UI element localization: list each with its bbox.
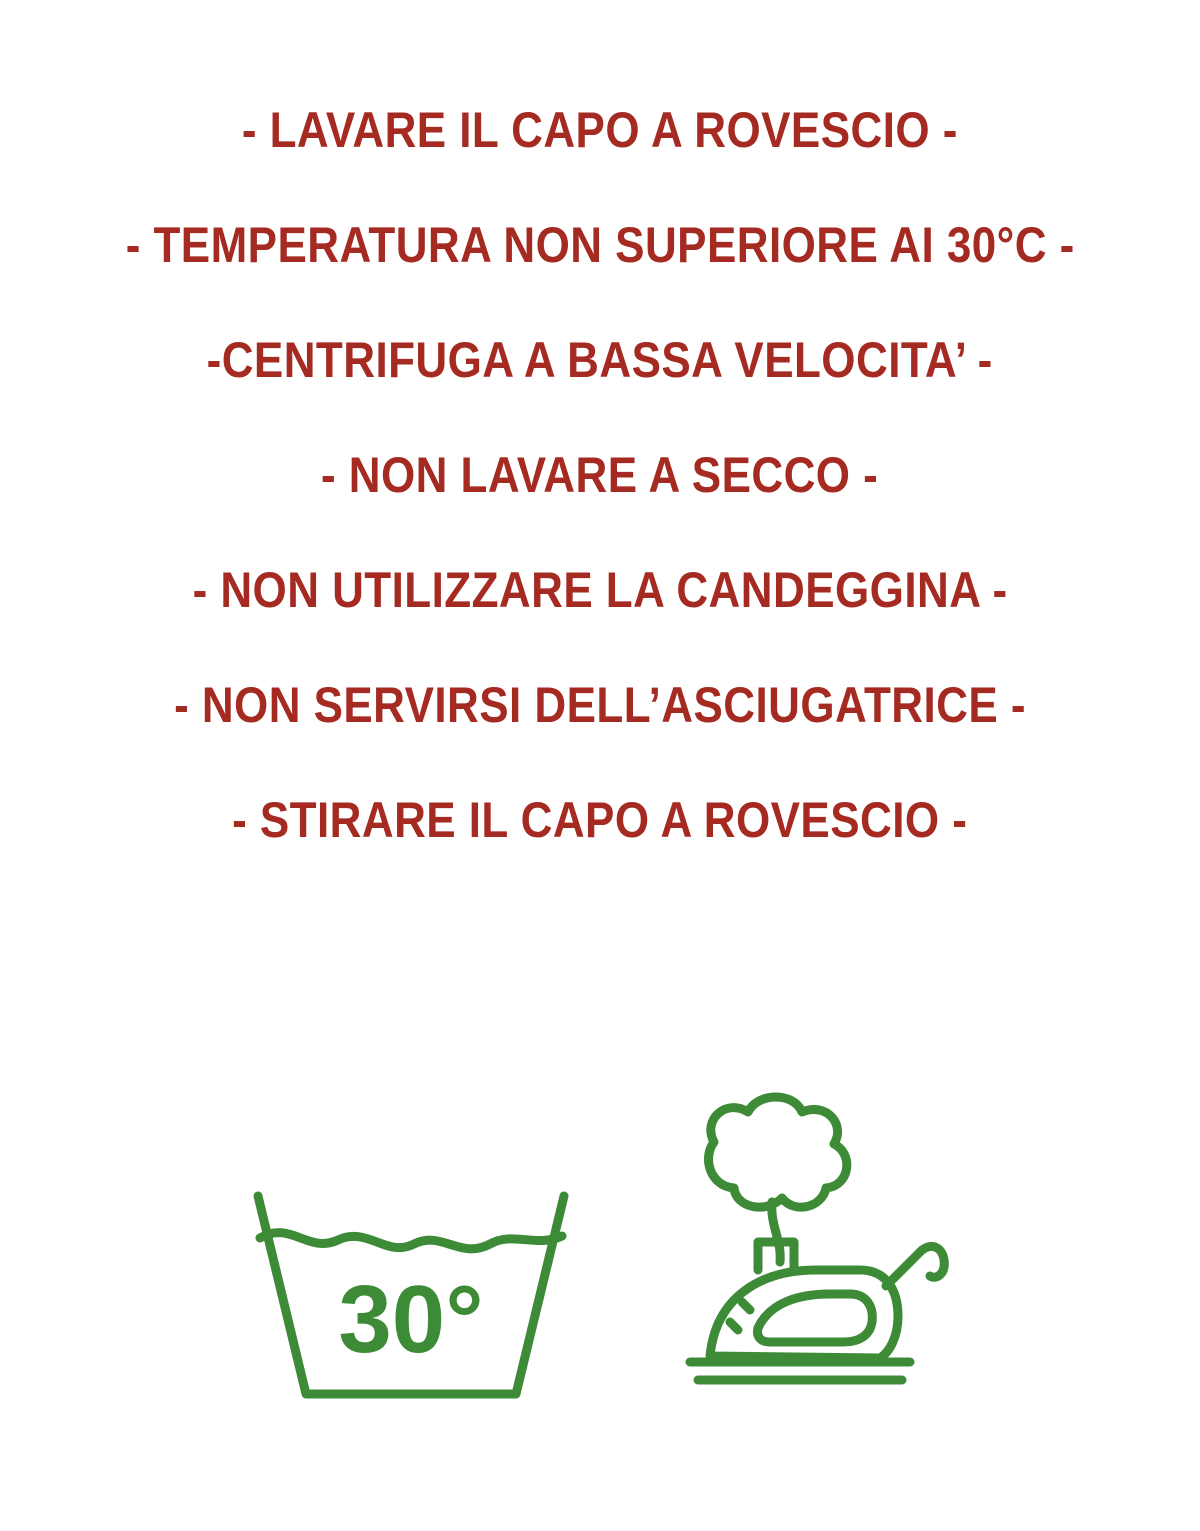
- wash-30-degrees-symbol: [246, 1180, 576, 1410]
- care-instruction-line: - TEMPERATURA NON SUPERIORE AI 30°C -: [125, 217, 1075, 273]
- care-instruction-line: - NON LAVARE A SECCO -: [321, 447, 879, 503]
- care-instruction-line: - STIRARE IL CAPO A ROVESCIO -: [232, 792, 968, 848]
- wash-temperature-label: 30°: [338, 1266, 484, 1373]
- care-instruction-line: - LAVARE IL CAPO A ROVESCIO -: [242, 102, 958, 158]
- care-instruction-list: [0, 104, 1200, 847]
- care-instruction-line: - NON SERVIRSI DELL’ASCIUGATRICE -: [174, 677, 1026, 733]
- care-instruction-line: - NON UTILIZZARE LA CANDEGGINA -: [192, 562, 1008, 618]
- care-instruction-line: -CENTRIFUGA A BASSA VELOCITA’ -: [206, 332, 994, 388]
- iron-with-steam-symbol: [654, 1090, 954, 1410]
- care-symbol-row: [0, 1090, 1200, 1410]
